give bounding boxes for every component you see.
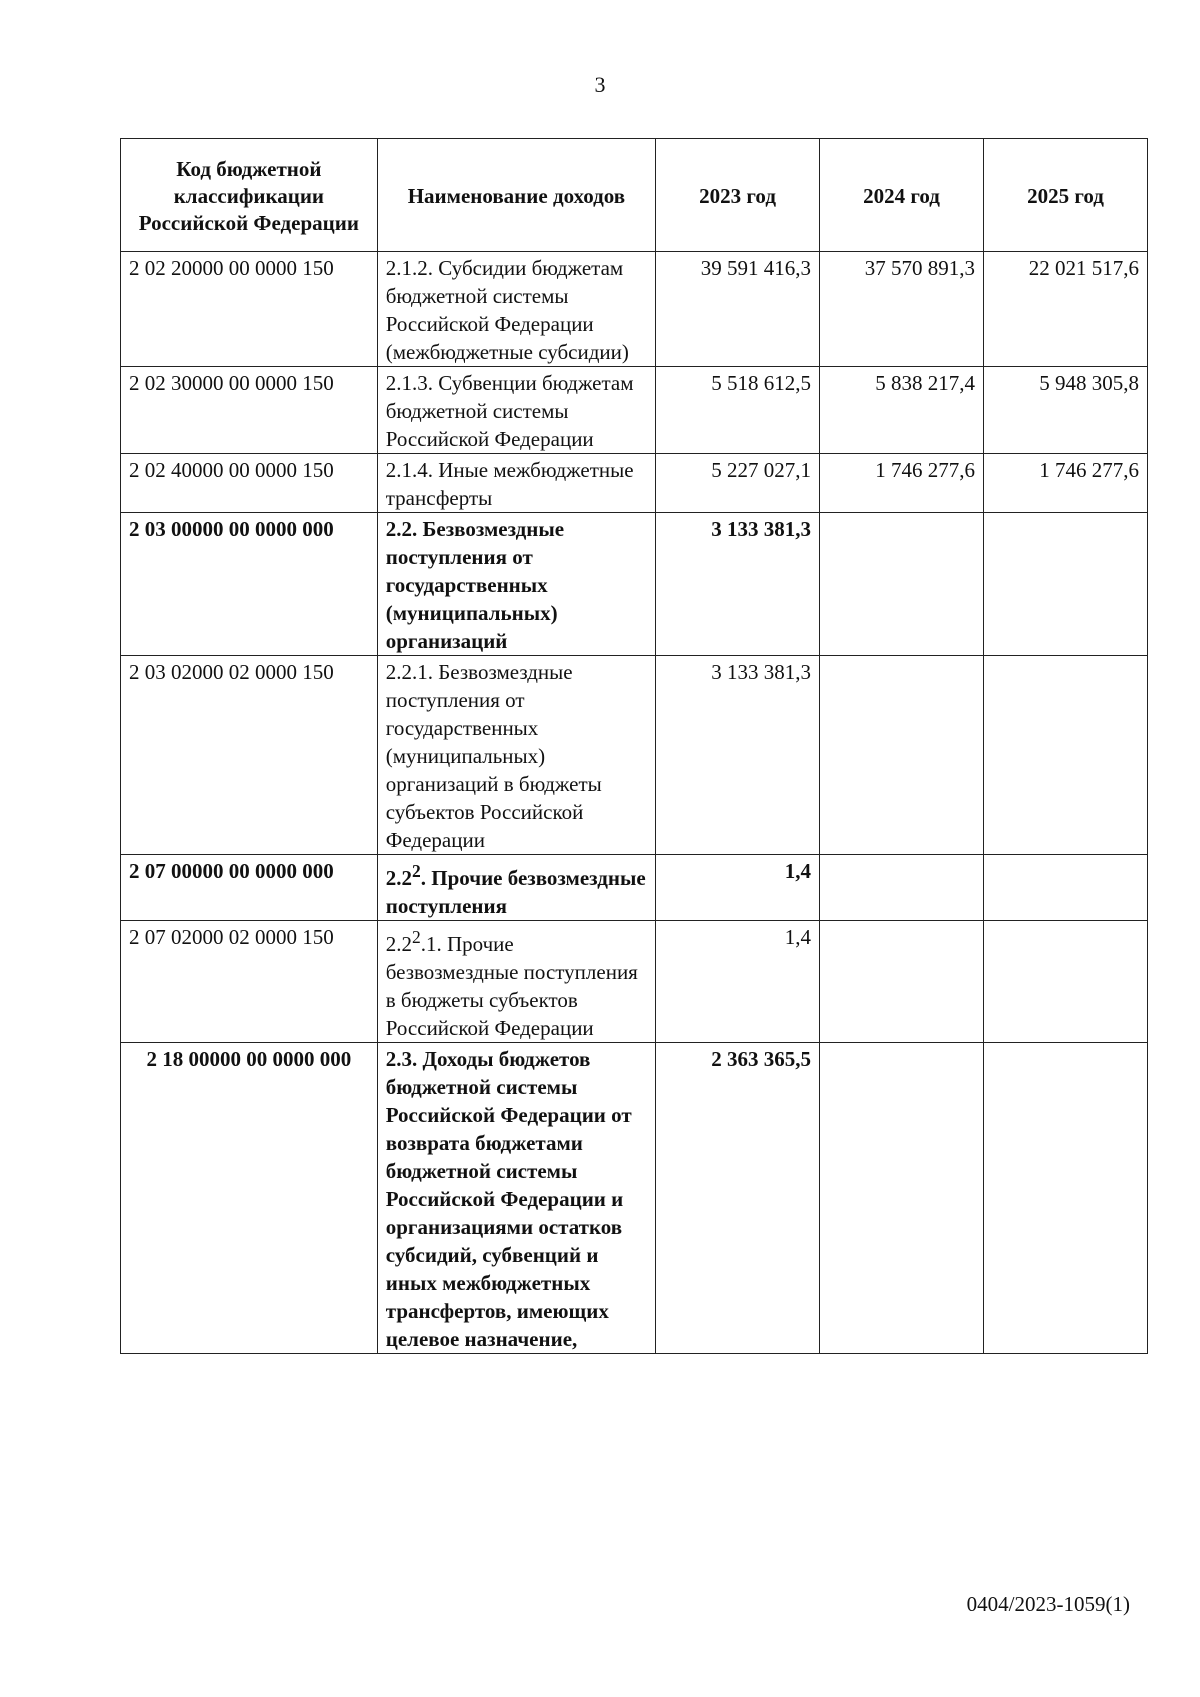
table-header-row xyxy=(121,139,1148,252)
row-value-2025 xyxy=(984,855,1148,921)
table-row xyxy=(121,921,1148,1043)
row-value-2024 xyxy=(820,513,984,656)
row-value-2025: 5 948 305,8 xyxy=(984,367,1148,454)
header-name: Наименование доходов xyxy=(377,139,655,252)
page-number: 3 xyxy=(594,72,606,97)
header-code: Код бюджетной классификации Российской Федерации xyxy=(121,139,378,252)
row-value-2024 xyxy=(820,855,984,921)
row-value-2023: 1,4 xyxy=(656,855,820,921)
row-name: 2.1.4. Иные межбюджетные трансферты xyxy=(377,454,655,513)
row-value-2023: 1,4 xyxy=(656,921,820,1043)
row-value-2025 xyxy=(984,656,1148,855)
row-value-2025: 1 746 277,6 xyxy=(984,454,1148,513)
row-value-2025: 22 021 517,6 xyxy=(984,252,1148,367)
row-value-2024: 1 746 277,6 xyxy=(820,454,984,513)
table-row xyxy=(121,454,1148,513)
row-value-2023: 5 518 612,5 xyxy=(656,367,820,454)
row-name xyxy=(377,855,655,921)
table-row xyxy=(121,252,1148,367)
row-value-2025 xyxy=(984,1043,1148,1354)
row-name: 2.1.3. Субвенции бюджетам бюджетной системы Российской Федерации xyxy=(377,367,655,454)
header-2024: 2024 год xyxy=(820,139,984,252)
row-code: 2 02 20000 00 0000 150 xyxy=(121,252,378,367)
row-value-2024 xyxy=(820,921,984,1043)
row-value-2024: 37 570 891,3 xyxy=(820,252,984,367)
row-code: 2 07 00000 00 0000 000 xyxy=(121,855,378,921)
row-name-prefix: 2.2 xyxy=(385,932,412,956)
row-value-2024 xyxy=(820,1043,984,1354)
row-value-2023: 3 133 381,3 xyxy=(656,513,820,656)
row-value-2025 xyxy=(984,921,1148,1043)
row-value-2023: 2 363 365,5 xyxy=(656,1043,820,1354)
row-code: 2 02 40000 00 0000 150 xyxy=(121,454,378,513)
revenue-table xyxy=(120,138,1148,1354)
row-name-superscript: 2 xyxy=(412,861,421,881)
row-value-2025 xyxy=(984,513,1148,656)
row-code: 2 03 00000 00 0000 000 xyxy=(121,513,378,656)
row-code: 2 07 02000 02 0000 150 xyxy=(121,921,378,1043)
row-value-2023: 3 133 381,3 xyxy=(656,656,820,855)
row-name-rest: . Прочие безвозмездные поступления xyxy=(385,866,646,918)
row-value-2024 xyxy=(820,656,984,855)
row-name: 2.3. Доходы бюджетов бюджетной системы Российской Федерации от возврата бюджетами бюджетной системы Российской Федерации и организациями остатков субсидий, субвенций и иных межбюджетных трансфертов, имеющих целевое назначение, xyxy=(377,1043,655,1354)
table-row xyxy=(121,656,1148,855)
table-row xyxy=(121,1043,1148,1354)
row-value-2023: 39 591 416,3 xyxy=(656,252,820,367)
row-name-rest: .1. Прочие безвозмездные поступления в бюджеты субъектов Российской Федерации xyxy=(385,932,638,1040)
header-2023: 2023 год xyxy=(656,139,820,252)
row-value-2024: 5 838 217,4 xyxy=(820,367,984,454)
table-row xyxy=(121,367,1148,454)
row-value-2023: 5 227 027,1 xyxy=(656,454,820,513)
row-code: 2 02 30000 00 0000 150 xyxy=(121,367,378,454)
row-name-prefix: 2.2 xyxy=(385,866,412,890)
document-registration-code: 0404/2023-1059(1) xyxy=(966,1592,1130,1616)
row-code: 2 18 00000 00 0000 000 xyxy=(121,1043,378,1354)
table-row xyxy=(121,513,1148,656)
row-code: 2 03 02000 02 0000 150 xyxy=(121,656,378,855)
row-name: 2.2. Безвозмездные поступления от государственных (муниципальных) организаций xyxy=(377,513,655,656)
header-2025: 2025 год xyxy=(984,139,1148,252)
row-name xyxy=(377,921,655,1043)
row-name-superscript: 2 xyxy=(412,927,421,947)
row-name: 2.2.1. Безвозмездные поступления от государственных (муниципальных) организаций в бюджеты субъектов Российской Федерации xyxy=(377,656,655,855)
table-row xyxy=(121,855,1148,921)
row-name: 2.1.2. Субсидии бюджетам бюджетной системы Российской Федерации (межбюджетные субсидии) xyxy=(377,252,655,367)
